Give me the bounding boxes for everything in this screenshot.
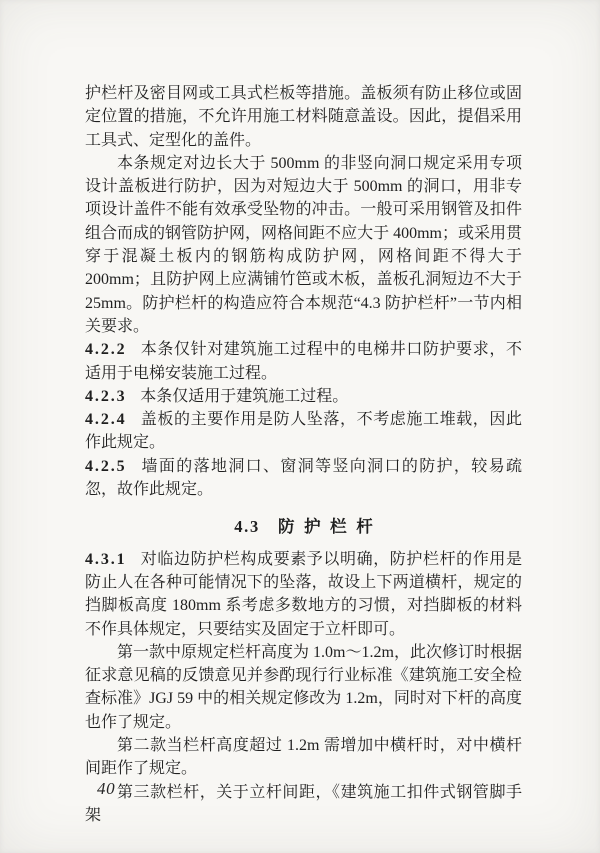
section-title: 防护栏杆 xyxy=(278,517,383,537)
page-number: 40 xyxy=(97,779,116,798)
clause-4-2-5-text: 墙面的落地洞口、窗洞等竖向洞口的防护，较易疏忽，故作此规定。 xyxy=(85,457,522,499)
paragraph-continuation: 护栏杆及密目网或工具式栏板等措施。盖板须有防止移位或固定位置的措施，不允许用施工材料随意盖设。因此，提倡采用工具式、定型化的盖件。 xyxy=(85,85,522,149)
clause-4-2-3 xyxy=(85,385,522,408)
clause-4-2-4-number: 4.2.4 xyxy=(85,411,127,429)
clause-4-3-1 xyxy=(85,548,522,641)
clause-4-2-3-number: 4.2.3 xyxy=(85,387,127,405)
page-body-text xyxy=(85,82,522,827)
clause-4-2-2 xyxy=(85,338,522,385)
clause-4-2-3-text: 本条仅适用于建筑施工过程。 xyxy=(140,387,349,405)
section-number: 4.3 xyxy=(234,517,260,537)
clause-4-2-4 xyxy=(85,408,522,455)
paragraph-explain-500mm: 本条规定对边长大于 500mm 的非竖向洞口规定采用专项设计盖板进行防护，因为对短边大于 500mm 的洞口，用非专项设计盖件不能有效承受坠物的冲击。一般可采用钢管及扣件组合而成的钢管防护网，网格间距不应大于 400mm；或采用贯穿于混凝土板内的钢筋构成防护网，网格间距不得大于 200mm；且防护网上应满铺竹笆或木板，盖板孔洞短边不大于 25mm。防护栏杆的构造应符合本规范“4.3 防护栏杆”一节内相关要求。 xyxy=(85,154,522,335)
paragraph-second-item: 第二款当栏杆高度超过 1.2m 需增加中横杆时，对中横杆间距作了规定。 xyxy=(85,737,522,778)
section-heading-4-3 xyxy=(85,515,522,538)
clause-4-2-5 xyxy=(85,455,522,502)
clause-4-2-5-number: 4.2.5 xyxy=(85,457,127,475)
paragraph-third-item: 第三款栏杆，关于立杆间距，《建筑施工扣件式钢管脚手架 xyxy=(85,783,522,824)
clause-4-3-1-number: 4.3.1 xyxy=(85,550,127,568)
clause-4-3-1-text: 对临边防护栏构成要素予以明确，防护栏杆的作用是防止人在各种可能情况下的坠落，故设上下两道横杆，规定的挡脚板高度 180mm 系考虑多数地方的习惯，对挡脚板的材料不作具体规定，只要结实及固定于立杆即可。 xyxy=(85,550,522,638)
paragraph-first-item: 第一款中原规定栏杆高度为 1.0m～1.2m，此次修订时根据征求意见稿的反馈意见并参酌现行行业标准《建筑施工安全检查标准》JGJ 59 中的相关规定修改为 1.2m，同时对下杆的高度也作了规定。 xyxy=(85,643,522,731)
clause-4-2-2-text: 本条仅针对建筑施工过程中的电梯井口防护要求，不适用于电梯安装施工过程。 xyxy=(85,341,522,382)
clause-4-2-2-number: 4.2.2 xyxy=(85,341,127,359)
clause-4-2-4-text: 盖板的主要作用是防人坠落，不考虑施工堆载，因此作此规定。 xyxy=(85,411,522,452)
